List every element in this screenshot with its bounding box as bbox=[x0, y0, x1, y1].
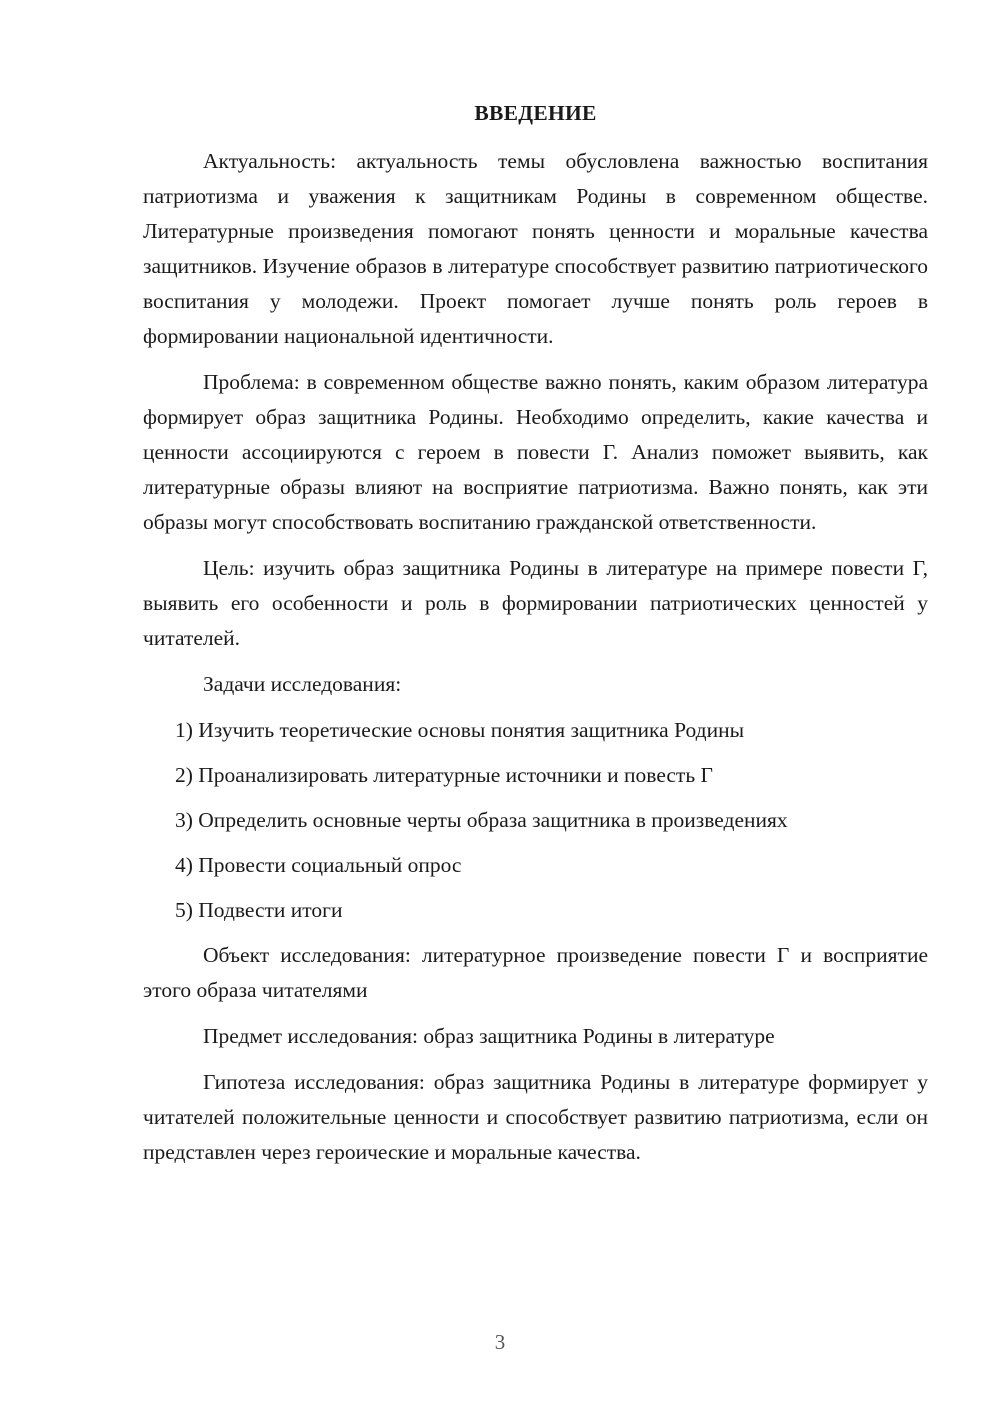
hypothesis-paragraph: Гипотеза исследования: образ защитника Родины в литературе формирует у читателей положительные ценности и способствует развитию патриотизма, если он представлен через героические и моральные качества. bbox=[143, 1070, 928, 1164]
problem-paragraph: Проблема: в современном обществе важно понять, каким образом литература формирует образ защитника Родины. Необходимо определить, какие качества и ценности ассоциируются с героем в повести Г. Анализ поможет выявить, как литературные образы влияют на восприятие патриотизма. Важно понять, как эти образы могут способствовать воспитанию гражданской ответственности. bbox=[143, 370, 928, 534]
tasks-heading: Задачи исследования: bbox=[203, 672, 402, 696]
list-item: 2) Проанализировать литературные источники и повесть Г bbox=[175, 763, 713, 787]
subject-paragraph: Предмет исследования: образ защитника Родины в литературе bbox=[203, 1024, 775, 1048]
object-paragraph: Объект исследования: литературное произведение повести Г и восприятие этого образа читателями bbox=[143, 943, 928, 1002]
tasks-list bbox=[143, 713, 928, 928]
list-item: 5) Подвести итоги bbox=[175, 898, 343, 922]
relevance-paragraph: Актуальность: актуальность темы обусловлена важностью воспитания патриотизма и уважения к защитникам Родины в современном обществе. Литературные произведения помогают понять ценности и моральные качества защитников. Изучение образов в литературе способствует развитию патриотического воспитания у молодежи. Проект помогает лучше понять роль героев в формировании национальной идентичности. bbox=[143, 149, 928, 348]
goal-paragraph: Цель: изучить образ защитника Родины в литературе на примере повести Г, выявить его особенности и роль в формировании патриотических ценностей у читателей. bbox=[143, 556, 928, 650]
document-page bbox=[143, 96, 928, 1181]
list-item: 3) Определить основные черты образа защитника в произведениях bbox=[175, 808, 788, 832]
section-title: ВВЕДЕНИЕ bbox=[474, 101, 597, 125]
list-item: 4) Провести социальный опрос bbox=[175, 853, 462, 877]
page-number: 3 bbox=[494, 1330, 506, 1354]
list-item: 1) Изучить теоретические основы понятия защитника Родины bbox=[175, 718, 745, 742]
